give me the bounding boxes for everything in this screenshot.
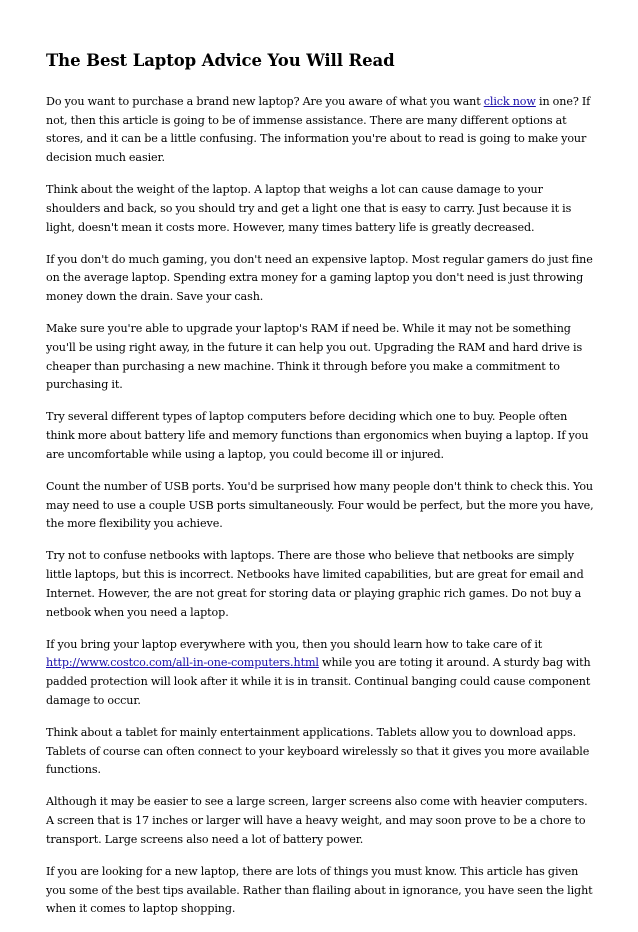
paragraph-text: If you bring your laptop everywhere with you, then you should learn how to take care of it [46, 637, 543, 651]
document-page [46, 50, 594, 932]
paragraph-text: in one? If not, then this article is going to be of immense assistance. There are many different options at stores, and it can be a little confusing. The information you're about to read is going to make your decision much easier. [46, 95, 591, 165]
paragraph-screen: Although it may be easier to see a large screen, larger screens also come with heavier computers. A screen that is 17 inches or larger will have a heavy weight, and may soon prove to be a chore to transport. Large screens also need a lot of battery power. [46, 795, 588, 846]
paragraph-text: Do you want to purchase a brand new laptop? Are you aware of what you want [46, 95, 484, 108]
paragraph-gaming: If you don't do much gaming, you don't need an expensive laptop. Most regular gamers do just fine on the average laptop. Spending extra money for a gaming laptop you don't need is just throwing money down the drain. Save your cash. [46, 252, 593, 304]
paragraph-ram: Make sure you're able to upgrade your laptop's RAM if need be. While it may not be something you'll be using right away, in the future it can help you out. Upgrading the RAM and hard drive is cheaper than purchasing a new machine. Think it through before you make a commitment to purchasing it. [46, 322, 583, 392]
paragraph-netbooks: Try not to confuse netbooks with laptops. There are those who believe that netbooks are simply little laptops, but this is incorrect. Netbooks have limited capabilities, but are great for email and Internet. However, the are not great for storing data or playing graphic rich games. Do not buy a netbook when you need a laptop. [46, 549, 584, 619]
paragraph-usb: Count the number of USB ports. You'd be surprised how many people don't think to check this. You may need to use a couple USB ports simultaneously. Four would be perfect, but the more you have, the more flexibility you achieve. [46, 479, 594, 531]
paragraph-care [46, 636, 594, 711]
paragraph-text: while you are toting it around. A sturdy bag with padded protection will look after it while it is in transit. Continual banging could cause component damage to occur. [46, 656, 591, 707]
paragraph-try-types: Try several different types of laptop computers before deciding which one to buy. People often think more about battery life and memory functions than ergonomics when buying a laptop. If you are uncomfortable while using a laptop, you could become ill or injured. [46, 410, 589, 461]
costco-link[interactable]: http://www.costco.com/all-in-one-computers.html [46, 656, 319, 670]
document-title: The Best Laptop Advice You Will Read [46, 51, 395, 70]
paragraph-weight: Think about the weight of the laptop. A laptop that weighs a lot can cause damage to your shoulders and back, so you should try and get a light one that is easy to carry. Just because it is light, doesn't mean it costs more. However, many times battery life is greatly decreased. [46, 183, 572, 234]
paragraph-tablet: Think about a tablet for mainly entertainment applications. Tablets allow you to download apps. Tablets of course can often connect to your keyboard wirelessly so that it gives you more available functions. [46, 725, 590, 777]
paragraph-intro [46, 93, 594, 168]
click-now-link[interactable]: click now [483, 95, 536, 108]
paragraph-conclusion: If you are looking for a new laptop, there are lots of things you must know. This article has given you some of the best tips available. Rather than flailing about in ignorance, you have seen the light when it comes to laptop shopping. [46, 864, 593, 916]
